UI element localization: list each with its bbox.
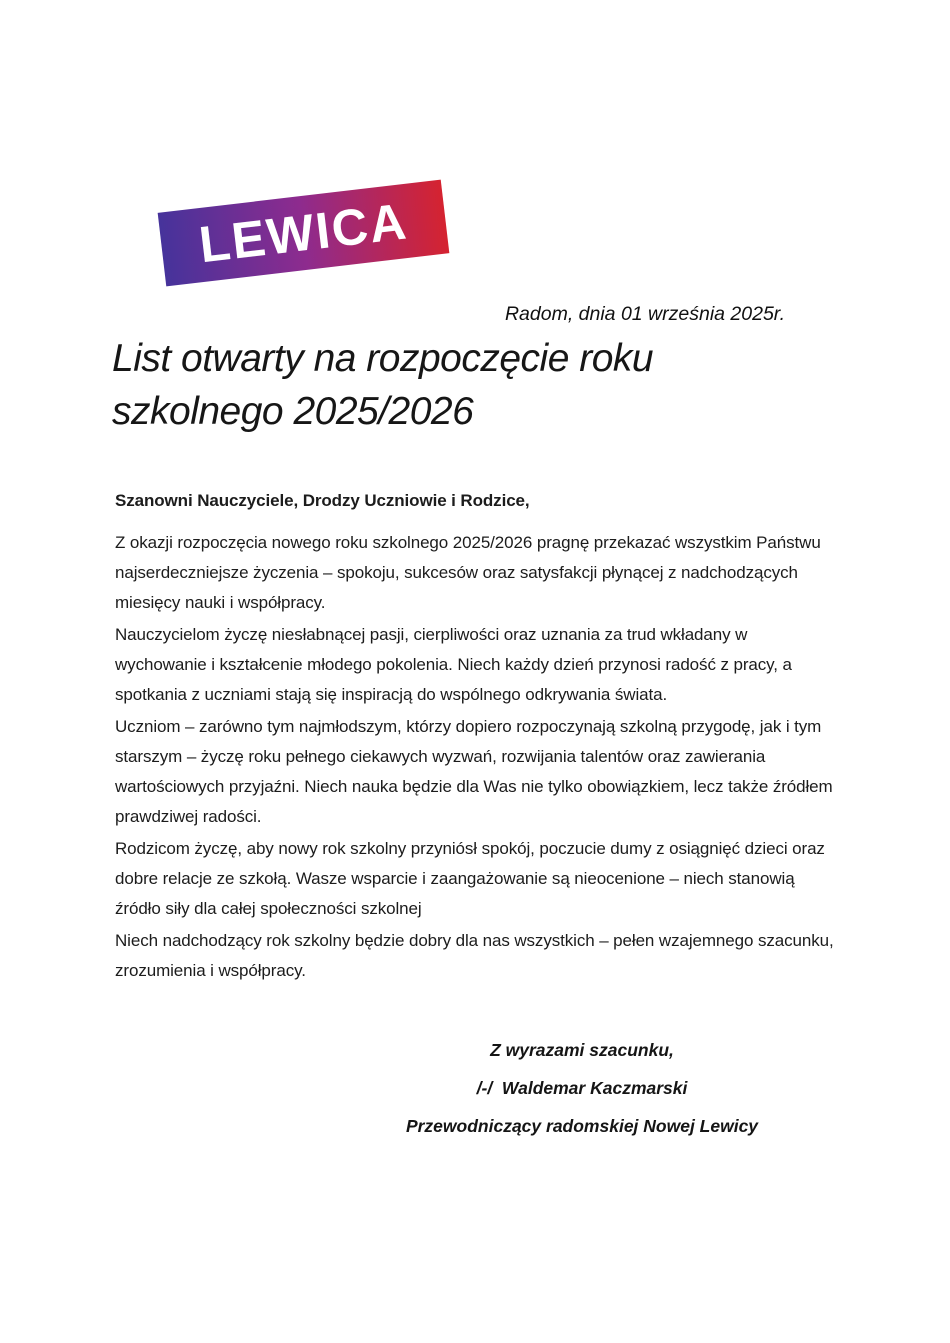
lewica-logo-text: LEWICA bbox=[196, 192, 411, 274]
paragraph-wishes-general: Z okazji rozpoczęcia nowego roku szkolnego 2025/2026 pragnę przekazać wszystkim Państwu najserdeczniejsze życzenia – spokoju, sukcesów oraz satysfakcji płynącej z nadchodzących miesięcy nauki i współpracy. bbox=[115, 533, 821, 612]
letter-body bbox=[115, 486, 841, 988]
paragraph-students: Uczniom – zarówno tym najmłodszym, którzy dopiero rozpoczynają szkolną przygodę, jak i tym starszym – życzę roku pełnego ciekawych wyzwań, rozwijania talentów oraz zawierania wartościowych przyjaźni. Niech nauka będzie dla Was nie tylko obowiązkiem, lecz także źródłem prawdziwej radości. bbox=[115, 717, 833, 826]
lewica-logo bbox=[158, 180, 450, 287]
date-line: Radom, dnia 01 września 2025r. bbox=[504, 303, 785, 325]
signature-name: /-/ Waldemar Kaczmarski bbox=[476, 1078, 688, 1098]
paragraph-parents: Rodzicom życzę, aby nowy rok szkolny przyniósł spokój, poczucie dumy z osiągnięć dzieci oraz dobre relacje ze szkołą. Wasze wsparcie i zaangażowanie są nieocenione – niech stanowią źródło siły dla całej społeczności szkolnej bbox=[115, 839, 825, 918]
signature-role: Przewodniczący radomskiej Nowej Lewicy bbox=[405, 1116, 759, 1136]
signature-closing: Z wyrazami szacunku, bbox=[490, 1040, 674, 1060]
paragraph-closing-wish: Niech nadchodzący rok szkolny będzie dobry dla nas wszystkich – pełen wzajemnego szacunku, zrozumienia i współpracy. bbox=[115, 931, 834, 980]
greeting-line: Szanowni Nauczyciele, Drodzy Uczniowie i Rodzice, bbox=[115, 491, 530, 510]
paragraph-teachers: Nauczycielom życzę niesłabnącej pasji, cierpliwości oraz uznania za trud wkładany w wychowanie i kształcenie młodego pokolenia. Niech każdy dzień przynosi radość z pracy, a spotkania z uczniami stają się inspiracją do wspólnego odkrywania świata. bbox=[115, 625, 792, 704]
signature-block bbox=[382, 1038, 782, 1152]
page-title: List otwarty na rozpoczęcie roku szkolnego 2025/2026 bbox=[112, 337, 654, 433]
